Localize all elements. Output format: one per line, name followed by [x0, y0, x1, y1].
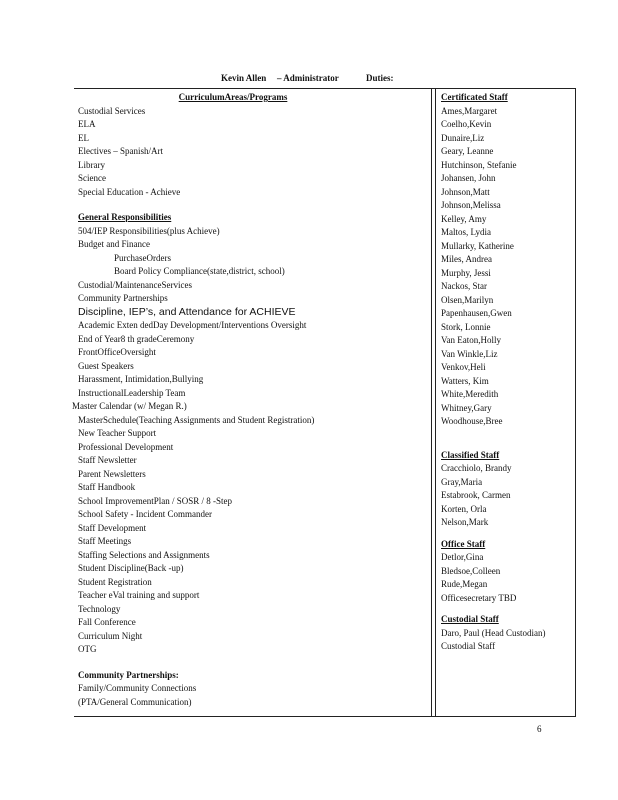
custodial-heading: Custodial Staff: [441, 614, 499, 624]
duties-column: [72, 91, 428, 709]
staff-column: [441, 91, 571, 654]
staff-name: Whitney,Gary: [441, 402, 492, 413]
staff-name: Gray,Maria: [441, 476, 483, 487]
staff-name: Coelho,Kevin: [441, 119, 492, 129]
responsibility-item: Technology: [78, 603, 121, 614]
responsibility-item: Discipline, IEP’s, and Attendance for ACHIEVE: [78, 305, 296, 318]
custodial-list: [441, 627, 571, 654]
staff-name: Ames,Margaret: [441, 105, 498, 116]
staff-name: Bledsoe,Colleen: [441, 565, 501, 576]
staff-name: Daro, Paul (Head Custodian): [441, 627, 546, 638]
staff-name: Venkov,Heli: [441, 362, 486, 372]
program-item: Library: [78, 159, 105, 170]
staff-name: Estabrook, Carmen: [441, 490, 511, 500]
responsibility-item: Custodial/MaintenanceServices: [78, 279, 192, 290]
staff-name: Miles, Andrea: [441, 254, 492, 264]
responsibility-item: New Teacher Support: [78, 428, 157, 438]
staff-name: Nackos, Star: [441, 281, 487, 291]
responsibility-item: 504/IEP Responsibilities(plus Achieve): [78, 225, 220, 236]
duties-label: Duties:: [366, 73, 394, 83]
staff-name: Johnson,Matt: [441, 186, 490, 197]
staff-name: Olsen,Marilyn: [441, 294, 494, 305]
responsibility-item: Staff Handbook: [78, 482, 136, 492]
responsibility-item: InstructionalLeadership Team: [78, 387, 186, 398]
staff-name: Johnson,Melissa: [441, 200, 501, 210]
responsibility-item: School ImprovementPlan / SOSR / 8 -Step: [78, 495, 232, 506]
staff-name: Custodial Staff: [441, 641, 496, 651]
staff-name: Stork, Lonnie: [441, 321, 491, 332]
staff-name: Cracchiolo, Brandy: [441, 463, 512, 473]
staff-name: Officesecretary TBD: [441, 592, 517, 603]
responsibility-item: Academic Exten dedDay Development/Interventions Oversight: [78, 320, 307, 330]
certificated-heading: Certificated Staff: [441, 92, 508, 102]
staff-name: Dunaire,Liz: [441, 132, 485, 143]
program-item: ELA: [78, 119, 96, 129]
responsibility-item: OTG: [78, 644, 97, 654]
responsibility-item: Board Policy Compliance(state,district, school): [114, 266, 285, 276]
program-item: Electives – Spanish/Art: [78, 146, 163, 156]
responsibility-item: PurchaseOrders: [114, 252, 171, 263]
responsibility-item: Fall Conference: [78, 617, 136, 627]
community-heading: Community Partnerships:: [78, 669, 179, 680]
community-item: Family/Community Connections: [78, 683, 197, 693]
program-item: Custodial Services: [78, 105, 146, 116]
responsibility-item: School Safety - Incident Commander: [78, 509, 212, 519]
staff-name: Woodhouse,Bree: [441, 416, 503, 426]
column-divider: [435, 88, 436, 716]
classified-list: [441, 462, 571, 530]
responsibility-item: End of Year8 th gradeCeremony: [78, 333, 195, 344]
staff-name: Murphy, Jessi: [441, 267, 491, 278]
program-item: EL: [78, 132, 89, 143]
responsibility-item: Staff Meetings: [78, 536, 132, 546]
staff-name: Kelley, Amy: [441, 213, 487, 224]
admin-title: – Administrator: [277, 73, 339, 83]
responsibility-item: Master Calendar (w/ Megan R.): [72, 401, 187, 411]
responsibility-item: Budget and Finance: [78, 239, 150, 249]
responsibility-item: Staff Development: [78, 522, 147, 533]
page-header: [0, 73, 618, 87]
staff-name: Van Eaton,Holly: [441, 335, 501, 345]
responsibility-item: Student Registration: [78, 576, 152, 587]
responsibility-item: Parent Newsletters: [78, 468, 146, 479]
column-divider: [431, 88, 432, 716]
program-item: Science: [78, 173, 106, 183]
community-item: (PTA/General Communication): [78, 696, 192, 707]
responsibility-item: Staffing Selections and Assignments: [78, 549, 210, 560]
admin-name: Kevin Allen: [221, 73, 267, 83]
page-number: 6: [537, 724, 542, 734]
responsibility-item: Curriculum Night: [78, 630, 143, 641]
office-list: [441, 551, 571, 605]
staff-name: Van Winkle,Liz: [441, 348, 498, 359]
certificated-list: [441, 105, 571, 429]
responsibility-item: Harassment, Intimidation,Bullying: [78, 374, 204, 384]
community-list: [78, 682, 428, 709]
staff-name: Hutchinson, Stefanie: [441, 159, 517, 170]
staff-name: Mullarky, Katherine: [441, 240, 514, 251]
responsibility-item: Teacher eVal training and support: [78, 590, 200, 600]
responsibility-item: Staff Newsletter: [78, 455, 137, 465]
staff-name: Detlor,Gina: [441, 552, 484, 562]
office-heading: Office Staff: [441, 538, 486, 549]
programs-heading: CurriculumAreas/Programs: [178, 92, 288, 102]
staff-name: Rude,Megan: [441, 579, 488, 589]
general-list: [72, 225, 428, 657]
responsibility-item: FrontOfficeOversight: [78, 347, 156, 357]
staff-name: Nelson,Mark: [441, 517, 489, 527]
programs-list: [78, 105, 428, 200]
staff-name: Geary, Leanne: [441, 146, 494, 156]
responsibility-item: Guest Speakers: [78, 360, 134, 371]
staff-name: Maltos, Lydia: [441, 227, 491, 237]
responsibility-item: Student Discipline(Back -up): [78, 563, 184, 573]
general-heading: General Responsibilities: [78, 212, 172, 222]
staff-name: Papenhausen,Gwen: [441, 308, 512, 318]
responsibility-item: Community Partnerships: [78, 293, 168, 303]
responsibility-item: MasterSchedule(Teaching Assignments and Student Registration): [78, 414, 315, 425]
staff-name: Johansen, John: [441, 173, 496, 183]
classified-heading: Classified Staff: [441, 449, 500, 460]
staff-name: Watters, Kim: [441, 375, 489, 386]
responsibility-item: Professional Development: [78, 441, 174, 452]
staff-name: White,Meredith: [441, 389, 499, 399]
program-item: Special Education - Achieve: [78, 186, 181, 197]
staff-name: Korten, Orla: [441, 503, 487, 514]
